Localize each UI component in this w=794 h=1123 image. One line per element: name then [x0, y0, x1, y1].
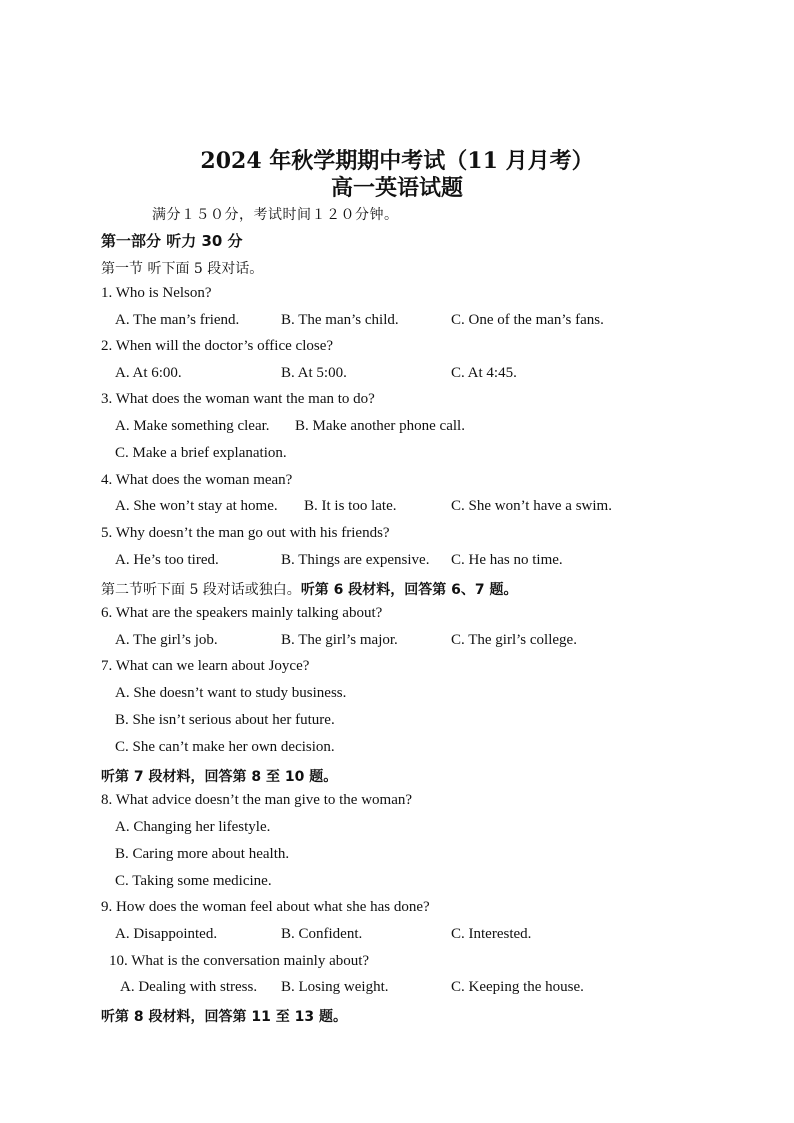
question-stem: 7. What can we learn about Joyce?	[101, 658, 310, 674]
option: C. Keeping the house.	[451, 979, 584, 995]
option: C. One of the man’s fans.	[451, 312, 604, 328]
part-heading: 第一部分 听力 30 分	[101, 232, 243, 250]
option: B. It is too late.	[304, 498, 397, 514]
question-stem: 6. What are the speakers mainly talking about?	[101, 605, 383, 621]
option: B. Confident.	[281, 926, 363, 942]
option: A. The man’s friend.	[115, 312, 240, 328]
option: C. Make a brief explanation.	[115, 445, 287, 461]
option: B. Make another phone call.	[295, 418, 465, 434]
option: B. The girl’s major.	[281, 632, 398, 648]
section-heading: 第一节 听下面 5 段对话。	[101, 261, 264, 277]
option: B. The man’s child.	[281, 312, 399, 328]
option: A. Disappointed.	[115, 926, 218, 942]
question-stem: 5. Why doesn’t the man go out with his friends?	[101, 525, 390, 541]
option: A. He’s too tired.	[115, 552, 219, 568]
listening-instruction: 听第 8 段材料，回答第 11 至 13 题。	[101, 1009, 347, 1025]
option: C. At 4:45.	[451, 365, 517, 381]
exam-title: 2024 年秋学期期中考试（11 月月考）	[200, 148, 594, 174]
question-stem: 9. How does the woman feel about what she has done?	[101, 899, 430, 915]
option: A. She won’t stay at home.	[115, 498, 278, 514]
option: A. Dealing with stress.	[120, 979, 258, 995]
option: C. The girl’s college.	[451, 632, 577, 648]
question-stem: 3. What does the woman want the man to do?	[101, 391, 375, 407]
question-stem: 10. What is the conversation mainly about?	[109, 953, 370, 969]
question-stem: 2. When will the doctor’s office close?	[101, 338, 334, 354]
option: C. Interested.	[451, 926, 532, 942]
option: C. She can’t make her own decision.	[115, 739, 335, 755]
option: B. At 5:00.	[281, 365, 347, 381]
option: A. Changing her lifestyle.	[115, 819, 271, 835]
option: C. She won’t have a swim.	[451, 498, 612, 514]
option: C. Taking some medicine.	[115, 873, 272, 889]
exam-subtitle: 高一英语试题	[330, 175, 463, 201]
question-stem: 8. What advice doesn’t the man give to the woman?	[101, 792, 413, 808]
option: A. At 6:00.	[115, 365, 182, 381]
exam-note: 满分１５０分，考试时间１２０分钟。	[152, 207, 399, 223]
option: B. Losing weight.	[281, 979, 389, 995]
option: B. Caring more about health.	[115, 846, 290, 862]
option: A. Make something clear.	[115, 418, 270, 434]
option: B. Things are expensive.	[281, 552, 430, 568]
section-heading-text: 第二节听下面 5 段对话或独白。	[101, 582, 301, 598]
option: C. He has no time.	[451, 552, 563, 568]
option: A. The girl’s job.	[115, 632, 218, 648]
question-stem: 1. Who is Nelson?	[101, 285, 212, 301]
listening-instruction: 听第 6 段材料，回答第 6、7 题。	[300, 582, 518, 598]
section-heading	[101, 579, 518, 599]
option: A. She doesn’t want to study business.	[115, 685, 347, 701]
question-stem: 4. What does the woman mean?	[101, 472, 293, 488]
listening-instruction: 听第 7 段材料，回答第 8 至 10 题。	[101, 769, 338, 785]
option: B. She isn’t serious about her future.	[115, 712, 335, 728]
